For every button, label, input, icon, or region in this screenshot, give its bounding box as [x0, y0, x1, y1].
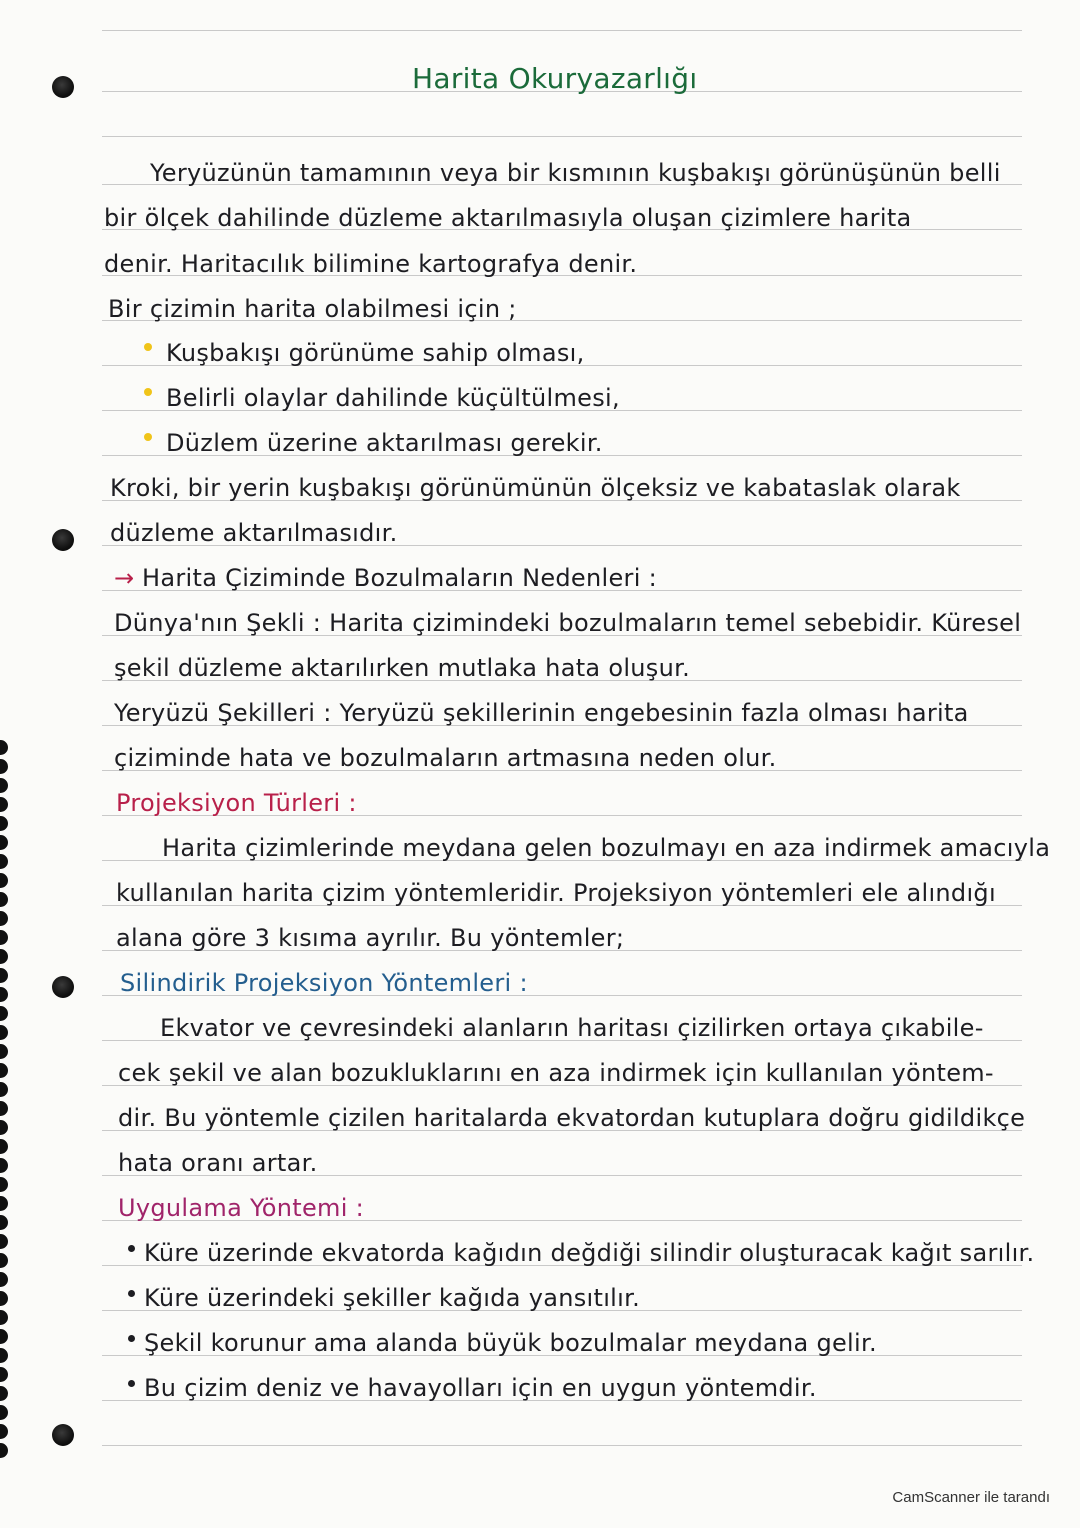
projection-line-1: Harita çizimlerinde meydana gelen bozulmayı en aza indirmek amacıyla — [162, 834, 1051, 862]
intro-line-2: bir ölçek dahilinde düzleme aktarılmasıyla oluşan çizimlere harita — [104, 204, 912, 232]
application-item: Şekil korunur ama alanda büyük bozulmalar meydana gelir. — [144, 1329, 877, 1357]
requirement-item: Belirli olaylar dahilinde küçültülmesi, — [166, 384, 620, 412]
requirement-item: Kuşbakışı görünüme sahip olması, — [166, 339, 585, 367]
requirement-item: Düzlem üzerine aktarılması gerekir. — [166, 429, 603, 457]
cylindrical-heading: Silindirik Projeksiyon Yöntemleri : — [120, 969, 528, 997]
kroki-line-1: Kroki, bir yerin kuşbakışı görünümünün ölçeksiz ve kabataslak olarak — [110, 474, 961, 502]
cylindrical-line-2: cek şekil ve alan bozukluklarını en aza indirmek için kullanılan yöntem- — [118, 1059, 994, 1087]
bullet-dot — [128, 1245, 135, 1252]
relief-line-1: Yeryüzü Şekilleri : Yeryüzü şekillerinin engebesinin fazla olması harita — [114, 699, 969, 727]
bullet-dot — [144, 433, 152, 441]
projection-line-3: alana göre 3 kısıma ayrılır. Bu yöntemler; — [116, 924, 625, 952]
application-item: Küre üzerinde ekvatorda kağıdın değdiği silindir oluşturacak kağıt sarılır. — [144, 1239, 1035, 1267]
projection-line-2: kullanılan harita çizim yöntemleridir. Projeksiyon yöntemleri ele alındığı — [116, 879, 996, 907]
distortion-heading: Harita Çiziminde Bozulmaların Nedenleri : — [142, 564, 657, 592]
application-heading: Uygulama Yöntemi : — [118, 1194, 365, 1222]
ruled-line — [102, 136, 1022, 137]
requirements-heading: Bir çizimin harita olabilmesi için ; — [108, 295, 517, 323]
ruled-line — [102, 30, 1022, 31]
bullet-dot — [144, 388, 152, 396]
cylindrical-line-3: dir. Bu yöntemle çizilen haritalarda ekvatordan kutuplara doğru gidildikçe — [118, 1104, 1026, 1132]
kroki-line-2: düzleme aktarılmasıdır. — [110, 519, 398, 547]
bullet-dot — [128, 1380, 135, 1387]
arrow-icon: → — [114, 564, 135, 592]
punch-hole — [52, 529, 74, 551]
projection-heading: Projeksiyon Türleri : — [116, 789, 357, 817]
intro-line-1: Yeryüzünün tamamının veya bir kısmının kuşbakışı görünüşünün belli — [150, 159, 1001, 187]
punch-hole — [52, 1424, 74, 1446]
cylindrical-line-1: Ekvator ve çevresindeki alanların haritası çizilirken ortaya çıkabile- — [160, 1014, 984, 1042]
punch-hole — [52, 76, 74, 98]
application-item: Bu çizim deniz ve havayolları için en uygun yöntemdir. — [144, 1374, 817, 1402]
intro-line-3: denir. Haritacılık bilimine kartografya denir. — [104, 250, 638, 278]
scanner-watermark: CamScanner ile tarandı — [892, 1489, 1050, 1506]
bullet-dot — [128, 1290, 135, 1297]
page-title: Harita Okuryazarlığı — [412, 62, 698, 95]
world-shape-line-2: şekil düzleme aktarılırken mutlaka hata oluşur. — [114, 654, 691, 682]
application-item: Küre üzerindeki şekiller kağıda yansıtılır. — [144, 1284, 640, 1312]
ruled-line — [102, 1445, 1022, 1446]
world-shape-line-1: Dünya'nın Şekli : Harita çizimindeki bozulmaların temel sebebidir. Küresel — [114, 609, 1022, 637]
punch-hole — [52, 976, 74, 998]
spiral-binding — [0, 740, 10, 1470]
bullet-dot — [144, 343, 152, 351]
relief-line-2: çiziminde hata ve bozulmaların artmasına neden olur. — [114, 744, 777, 772]
cylindrical-line-4: hata oranı artar. — [118, 1149, 318, 1177]
bullet-dot — [128, 1335, 135, 1342]
